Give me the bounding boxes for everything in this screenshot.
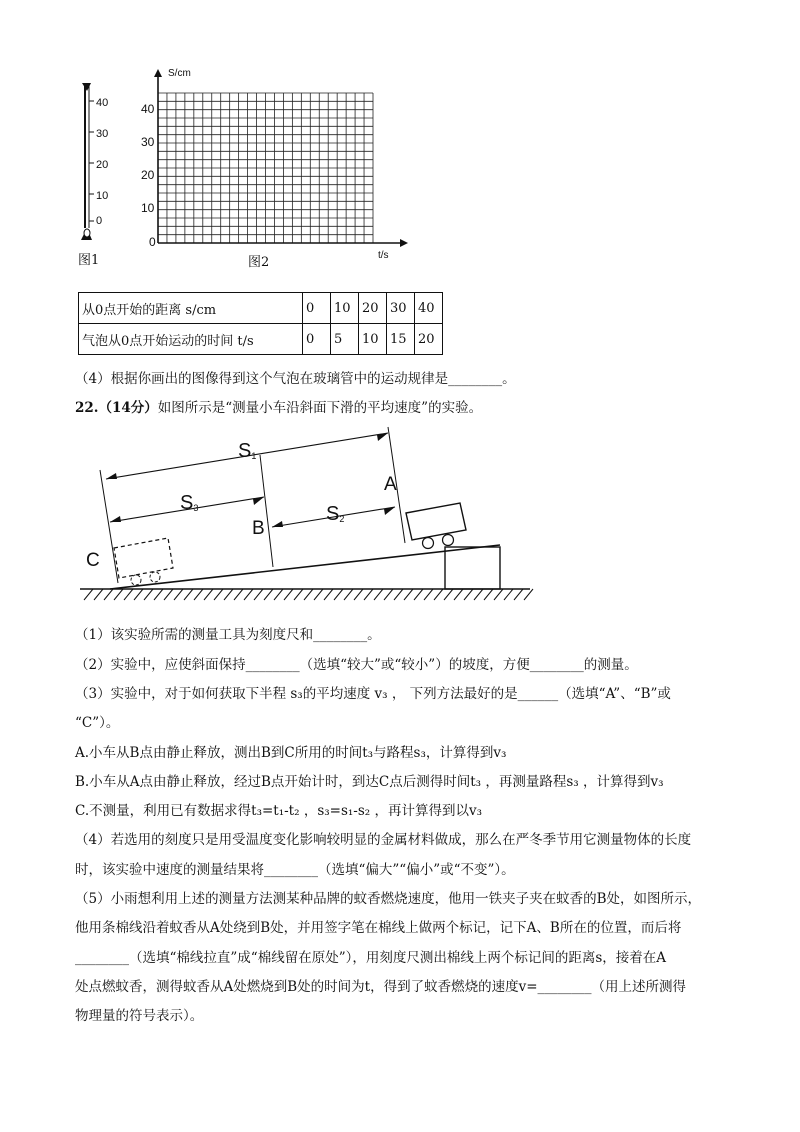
q22-part3: （3）实验中，对于如何获取下半程 s₃的平均速度 v₃ ， 下列方法最好的是______（选填“A”、“B”或 [75,686,671,702]
q22-part5-line5: 物理量的符号表示）。 [75,1008,204,1024]
ground-hatch [244,589,253,600]
ground-hatch [414,589,423,600]
table-cell: 40 [415,293,443,324]
x-axis-label: t/s [378,250,389,261]
fig1-tick-30: 30 [96,128,109,140]
ground-hatch [284,589,293,600]
q22-part5-line2: 他用条棉线沿着蚊香从A处绕到B处，并用签字笔在棉线上做两个标记，记下A、B所在的位置，而后将 [75,920,682,936]
ground-hatch [324,589,333,600]
q22-part1: （1）该实验所需的测量工具为刻度尺和________。 [75,627,381,643]
q21-part4: （4）根据你画出的图像得到这个气泡在玻璃管中的运动规律是________。 [75,371,516,387]
q22-part5-line4: 处点燃蚊香，测得蚊香从A处燃烧到B处的时间为t，得到了蚊香燃烧的速度v=________（用上述所测得 [75,979,687,995]
table-cell: 20 [359,293,387,324]
q22-part4: （4）若选用的刻度只是用受温度变化影响较明显的金属材料做成，那么在严冬季节用它测量物体的长度 [75,832,692,848]
ground-hatch [494,589,503,600]
table-cell: 20 [415,324,443,355]
q22-heading [75,398,482,418]
figure-1-glass-tube [70,78,120,243]
s1-label: $S_1$ [238,440,257,462]
ground-hatch [254,589,263,600]
ground-hatch [294,589,303,600]
fig2-y-tick-40: 40 [141,102,155,116]
point-b-label: B [252,518,265,539]
ground-hatch [344,589,353,600]
fig1-tick-0: 0 [96,215,103,227]
incline-diagram [70,425,540,615]
fig2-caption: 图2 [248,255,270,270]
y-axis-arrow [154,69,162,77]
fig1-tick-40: 40 [96,97,109,109]
ground-hatch [94,589,103,600]
ground-hatch [204,589,213,600]
table-cell: 10 [359,324,387,355]
ground-hatch [464,589,473,600]
figure-2-st-grid [130,65,410,265]
ground-hatch [514,589,523,600]
ground-hatch [364,589,373,600]
table-cell: 5 [331,324,359,355]
q22-title: 如图所示是“测量小车沿斜面下滑的平均速度”的实验。 [157,400,483,416]
incline-surface [110,545,500,589]
s2-label: $S_2$ [326,503,345,525]
q22-part4-cont: 时，该实验中速度的测量结果将________（选填“偏大”“偏小”或“不变”）。 [75,862,515,878]
b-reference-line [260,455,273,567]
cart-wheel [423,538,434,549]
table-cell: 从0点开始的距离 s/cm [79,293,303,324]
support-block [445,547,500,589]
ground-hatch [404,589,413,600]
cart-at-a [406,503,466,540]
q22-part2: （2）实验中，应使斜面保持________（选填“较大”或“较小”）的坡度，方便________的测量。 [75,657,638,673]
ground-hatch [444,589,453,600]
fig2-y-tick-0: 0 [149,235,156,249]
ground-hatch [434,589,443,600]
q22-option-c: C.不测量，利用已有数据求得t₃=t₁-t₂ ，s₃=s₁-s₂ ，再计算得到以v₃ [75,803,483,819]
ground-hatch [424,589,433,600]
table-row [79,324,443,355]
table-cell: 0 [303,324,331,355]
fig2-y-tick-20: 20 [141,168,155,182]
ground-hatch [474,589,483,600]
ground-hatch [224,589,233,600]
ground-hatch [264,589,273,600]
x-axis-arrow [400,239,408,247]
ground-hatch [334,589,343,600]
ground-hatch [304,589,313,600]
fig2-y-tick-10: 10 [141,201,155,215]
q22-part5: （5）小雨想利用上述的测量方法测某种品牌的蚊香燃烧速度，他用一铁夹子夹在蚊香的B处，如图所示， [75,891,702,907]
ground-hatch [484,589,493,600]
ground-hatch [214,589,223,600]
point-a-label: A [384,474,397,495]
ground-hatch [194,589,203,600]
point-c-label: C [86,550,100,571]
table-cell: 30 [387,293,415,324]
cart-wheel [150,572,160,582]
ground-hatch [124,589,133,600]
table-cell: 15 [387,324,415,355]
q22-option-a: A.小车从B点由静止释放，测出B到C所用的时间t₃与路程s₃，计算得到v₃ [75,745,507,761]
ground-hatch [144,589,153,600]
ground-hatch [384,589,393,600]
table-cell: 气泡从0点开始运动的时间 t/s [79,324,303,355]
ground-hatch [454,589,463,600]
air-bubble [84,229,90,237]
ground-hatch [134,589,143,600]
ground-hatch [314,589,323,600]
q22-part5-line3: ________（选填“棉线拉直”成“棉线留在原处”），用刻度尺测出棉线上两个标记间的距离s，接着在A [75,950,667,966]
ground-hatch [154,589,163,600]
ground-hatch [274,589,283,600]
c-reference-line [100,470,118,583]
ground-hatch [374,589,383,600]
ground-hatch [104,589,113,600]
ground-hatch [524,589,533,600]
ground-hatch [354,589,363,600]
table-cell: 0 [303,293,331,324]
ground-hatch [184,589,193,600]
ground-hatch [114,589,123,600]
ground-hatch [164,589,173,600]
fig1-tick-10: 10 [96,190,109,202]
q22-number: 22.（14分） [75,400,158,416]
fig1-tick-20: 20 [96,159,109,171]
q22-part3-cont: “C”）。 [75,715,120,731]
y-axis-label: S/cm [168,68,191,79]
tube-top-stopper [82,83,91,91]
ground-hatch [234,589,243,600]
ground-hatch [84,589,93,600]
ground-hatch [394,589,403,600]
s3-label: $S_3$ [180,492,199,514]
fig2-y-tick-30: 30 [141,135,155,149]
cart-at-c-dashed [114,538,173,578]
q22-option-b: B.小车从A点由静止释放，经过B点开始计时，到达C点后测得时间t₃ ，再测量路程s₃ ，计算得到v₃ [75,774,664,790]
table-cell: 10 [331,293,359,324]
data-table [78,292,443,355]
table-row [79,293,443,324]
fig1-caption: 图1 [78,253,100,268]
ground-hatch [504,589,513,600]
cart-wheel [131,575,141,585]
ground-hatch [174,589,183,600]
cart-wheel [443,535,454,546]
